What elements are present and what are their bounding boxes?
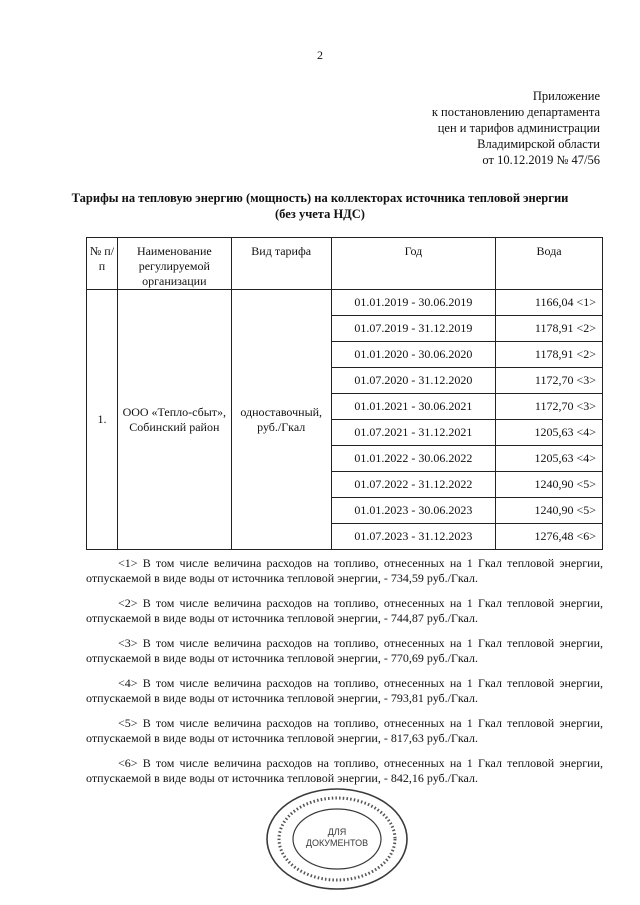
stamp-text-line2: ДОКУМЕНТОВ xyxy=(305,838,369,848)
footnote: <2> В том числе величина расходов на топливо, отнесенных на 1 Гкал тепловой энергии, отпускаемой в виде воды от источника тепловой энергии, - 744,87 руб./Гкал. xyxy=(86,596,603,625)
period-cell: 01.07.2022 - 31.12.2022 xyxy=(331,472,496,498)
tariff-type-cell: одноставочный, руб./Гкал xyxy=(231,290,331,550)
organization-cell: ООО «Тепло-сбыт», Собинский район xyxy=(117,290,231,550)
price-cell: 1172,70 <3> xyxy=(496,368,603,394)
price-cell: 1240,90 <5> xyxy=(496,472,603,498)
period-cell: 01.01.2019 - 30.06.2019 xyxy=(331,290,496,316)
header-num: № п/п xyxy=(87,238,118,290)
price-cell: 1276,48 <6> xyxy=(496,524,603,550)
period-cell: 01.07.2023 - 31.12.2023 xyxy=(331,524,496,550)
price-cell: 1178,91 <2> xyxy=(496,316,603,342)
stamp-text-line1: ДЛЯ xyxy=(327,827,347,837)
footnote: <5> В том числе величина расходов на топливо, отнесенных на 1 Гкал тепловой энергии, отпускаемой в виде воды от источника тепловой энергии, - 817,63 руб./Гкал. xyxy=(86,716,603,745)
period-cell: 01.07.2020 - 31.12.2020 xyxy=(331,368,496,394)
period-cell: 01.01.2022 - 30.06.2022 xyxy=(331,446,496,472)
title-line: Тарифы на тепловую энергию (мощность) на коллекторах источника тепловой энергии xyxy=(71,191,569,205)
price-cell: 1205,63 <4> xyxy=(496,420,603,446)
period-cell: 01.01.2020 - 30.06.2020 xyxy=(331,342,496,368)
price-cell: 1172,70 <3> xyxy=(496,394,603,420)
page-number: 2 xyxy=(317,48,323,62)
appendix-line: Владимирской области xyxy=(477,137,600,151)
appendix-line: Приложение xyxy=(532,89,600,103)
period-cell: 01.01.2021 - 30.06.2021 xyxy=(331,394,496,420)
table-row xyxy=(87,290,603,316)
appendix-line: цен и тарифов администрации xyxy=(437,121,600,135)
period-cell: 01.07.2019 - 31.12.2019 xyxy=(331,316,496,342)
footnote: <3> В том числе величина расходов на топливо, отнесенных на 1 Гкал тепловой энергии, отпускаемой в виде воды от источника тепловой энергии, - 770,69 руб./Гкал. xyxy=(86,636,603,665)
header-organization: Наименование регулируемой организации xyxy=(117,238,231,290)
footnote: <4> В том числе величина расходов на топливо, отнесенных на 1 Гкал тепловой энергии, отпускаемой в виде воды от источника тепловой энергии, - 793,81 руб./Гкал. xyxy=(86,676,603,705)
document-title xyxy=(40,190,600,222)
appendix-line: к постановлению департамента xyxy=(431,105,600,119)
header-year: Год xyxy=(331,238,496,290)
footnote: <1> В том числе величина расходов на топливо, отнесенных на 1 Гкал тепловой энергии, отпускаемой в виде воды от источника тепловой энергии, - 734,59 руб./Гкал. xyxy=(86,556,603,585)
table-header-row xyxy=(87,238,603,290)
footnotes xyxy=(86,556,603,796)
price-cell: 1240,90 <5> xyxy=(496,498,603,524)
price-cell: 1166,04 <1> xyxy=(496,290,603,316)
appendix-line: от 10.12.2019 № 47/56 xyxy=(482,153,600,167)
appendix-block xyxy=(432,88,600,168)
tariff-table xyxy=(86,237,603,550)
round-stamp xyxy=(262,785,412,893)
header-tariff-type: Вид тарифа xyxy=(231,238,331,290)
price-cell: 1205,63 <4> xyxy=(496,446,603,472)
footnote: <6> В том числе величина расходов на топливо, отнесенных на 1 Гкал тепловой энергии, отпускаемой в виде воды от источника тепловой энергии, - 842,16 руб./Гкал. xyxy=(86,756,603,785)
price-cell: 1178,91 <2> xyxy=(496,342,603,368)
row-number-cell: 1. xyxy=(87,290,118,550)
title-subline: (без учета НДС) xyxy=(275,207,365,221)
period-cell: 01.01.2023 - 30.06.2023 xyxy=(331,498,496,524)
header-water: Вода xyxy=(496,238,603,290)
period-cell: 01.07.2021 - 31.12.2021 xyxy=(331,420,496,446)
